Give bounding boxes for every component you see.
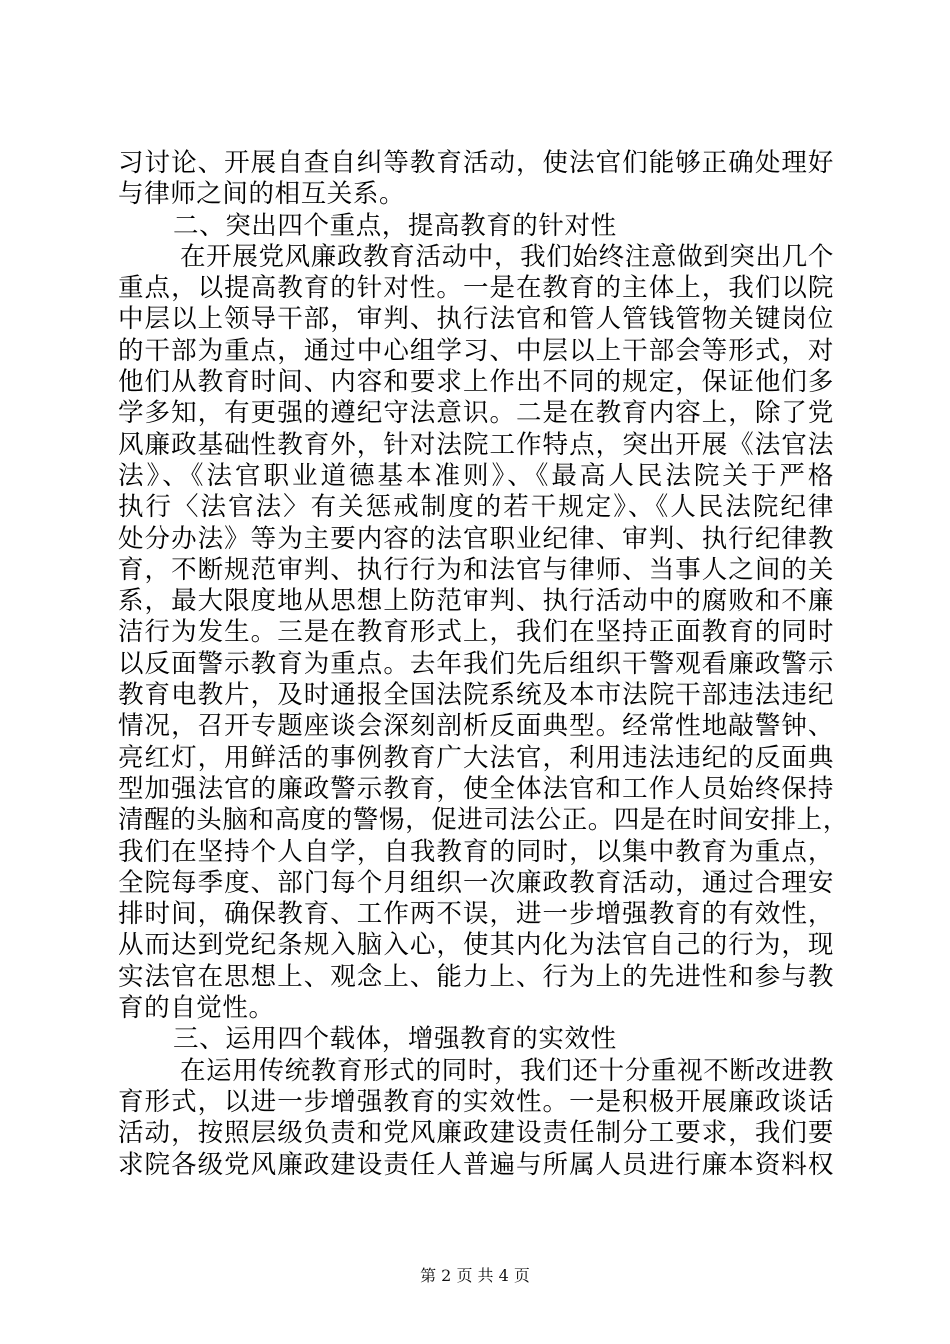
text-line: 在开展党风廉政教育活动中，我们始终注意做到突出几个: [180, 241, 834, 272]
text-line: 他们从教育时间、内容和要求上作出不同的规定，保证他们多: [118, 367, 834, 398]
text-line: 学多知，有更强的遵纪守法意识。二是在教育内容上，除了党: [118, 398, 834, 429]
text-line: 重点，以提高教育的针对性。一是在教育的主体上，我们以院: [118, 273, 834, 304]
section-heading: 三、运用四个载体，增强教育的实效性: [173, 1024, 617, 1055]
text-line: 活动，按照层级负责和党风廉政建设责任制分工要求，我们要: [118, 1118, 834, 1149]
text-line: 排时间，确保教育、工作两不误，进一步增强教育的有效性，: [118, 899, 834, 930]
text-line: 在运用传统教育形式的同时，我们还十分重视不断改进教: [180, 1055, 834, 1086]
text-line: 清醒的头脑和高度的警惕，促进司法公正。四是在时间安排上，: [118, 805, 849, 836]
text-line: 育的自觉性。: [118, 993, 275, 1024]
text-line: 与律师之间的相互关系。: [118, 179, 406, 210]
text-line: 的干部为重点，通过中心组学习、中层以上干部会等形式，对: [118, 335, 834, 366]
text-line: 我们在坚持个人自学，自我教育的同时，以集中教育为重点，: [118, 836, 834, 867]
text-line: 中层以上领导干部，审判、执行法官和管人管钱管物关键岗位: [118, 304, 834, 335]
text-line: 法》、《法官职业道德基本准则》、《最高人民法院关于严格: [118, 460, 834, 491]
text-line: 全院每季度、部门每个月组织一次廉政教育活动，通过合理安: [118, 867, 834, 898]
text-line: 习讨论、开展自查自纠等教育活动，使法官们能够正确处理好: [118, 148, 834, 178]
text-line: 育形式，以进一步增强教育的实效性。一是积极开展廉政谈话: [118, 1086, 834, 1117]
text-line: 教育电教片，及时通报全国法院系统及本市法院干部违法违纪: [118, 680, 834, 711]
page-number-footer: 第 2 页 共 4 页: [420, 1266, 530, 1285]
text-line: 育，不断规范审判、执行行为和法官与律师、当事人之间的关: [118, 554, 834, 585]
text-line: 处分办法》等为主要内容的法官职业纪律、审判、执行纪律教: [118, 523, 834, 554]
text-line: 型加强法官的廉政警示教育，使全体法官和工作人员始终保持: [118, 773, 834, 804]
text-line: 执行〈法官法〉有关惩戒制度的若干规定》、《人民法院纪律: [118, 492, 834, 523]
section-heading: 二、突出四个重点，提高教育的针对性: [173, 210, 617, 241]
document-body: [118, 148, 849, 1181]
text-line: 从而达到党纪条规入脑入心，使其内化为法官自己的行为，现: [118, 930, 834, 961]
text-line: 系，最大限度地从思想上防范审判、执行活动中的腐败和不廉: [118, 586, 834, 617]
text-line: 以反面警示教育为重点。去年我们先后组织干警观看廉政警示: [118, 648, 834, 679]
text-line: 情况，召开专题座谈会深刻剖析反面典型。经常性地敲警钟、: [118, 711, 834, 742]
text-line: 风廉政基础性教育外，针对法院工作特点，突出开展《法官法: [118, 429, 834, 460]
text-line: 亮红灯，用鲜活的事例教育广大法官，利用违法违纪的反面典: [118, 742, 834, 773]
text-line: 实法官在思想上、观念上、能力上、行为上的先进性和参与教: [118, 961, 834, 992]
text-line: 洁行为发生。三是在教育形式上，我们在坚持正面教育的同时: [118, 617, 834, 648]
text-line: 求院各级党风廉政建设责任人普遍与所属人员进行廉本资料权: [118, 1149, 834, 1180]
